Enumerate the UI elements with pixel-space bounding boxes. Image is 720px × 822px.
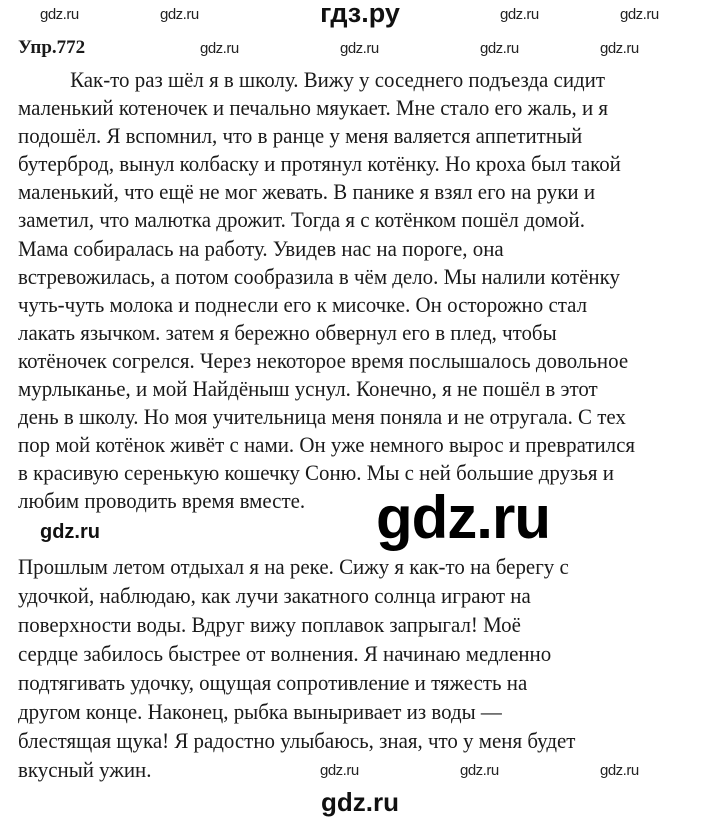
text-line: подтягивать удочку, ощущая сопротивление и тяжесть на [18,670,528,695]
text-line: лакать язычком. затем я бережно обвернул его в плед, чтобы [18,319,557,345]
text-line: чуть-чуть молока и поднесли его к мисочке. Он осторожно стал [18,291,588,317]
watermark: gdz.ru [600,40,639,57]
text-line: пор мой котёнок живёт с нами. Он уже немного вырос и превратился [18,432,636,458]
text-line: бутерброд, вынул колбаску и протянул котёнку. Но кроха был такой [18,151,621,177]
watermark: gdz.ru [200,40,239,57]
text-line: другом конце. Наконец, рыбка выныривает из воды — [18,699,502,724]
watermark-large: gdz.ru [376,484,550,551]
watermark: gdz.ru [480,40,519,57]
watermark: gdz.ru [160,6,199,23]
text-line: в красивую серенькую кошечку Соню. Мы с ней большие друзья и [18,460,614,486]
text-line: встревожилась, а потом сообразила в чём дело. Мы налили котёнку [18,263,620,289]
watermark: gdz.ru [600,762,639,779]
watermark: gdz.ru [500,6,539,23]
text-line: удочкой, наблюдаю, как лучи закатного солнца играют на [18,583,531,608]
text-line: сердце забилось быстрее от волнения. Я начинаю медленно [18,641,552,666]
watermark: gdz.ru [40,6,79,23]
watermark: gdz.ru [620,6,659,23]
text-line: вкусный ужин. [18,757,152,782]
watermark: gdz.ru [320,762,359,779]
paragraph-2 [18,552,575,784]
text-line: блестящая щука! Я радостно улыбаюсь, зная, что у меня будет [18,728,576,753]
watermark: gdz.ru [460,762,499,779]
text-line: любим проводить время вместе. [18,488,306,514]
exercise-number: Упр.772 [18,37,86,58]
text-line: котёночек согрелся. Через некоторое время послышалось довольное [18,347,629,373]
text-line: Мама собиралась на работу. Увидев нас на пороге, она [18,235,504,261]
text-line: Как-то раз шёл я в школу. Вижу у соседнего подъезда сидит [70,67,606,92]
paragraph-1 [18,66,635,516]
watermark: gdz.ru [340,40,379,57]
text-line: день в школу. Но моя учительница меня поняла и не отругала. С тех [18,404,626,430]
site-header: гдз.ру [320,0,400,28]
text-line: подошёл. Я вспомнил, что в ранце у меня валяется аппетитный [18,123,583,149]
text-line: маленький котеночек и печально мяукает. Мне стало его жаль, и я [18,95,609,121]
text-line: поверхности воды. Вдруг вижу поплавок запрыгал! Моё [18,612,521,637]
text-line: маленький, что ещё не мог жевать. В панике я взял его на руки и [18,179,596,205]
text-line: заметил, что малютка дрожит. Тогда я с котёнком пошёл домой. [18,207,585,233]
watermark-medium: gdz.ru [40,521,100,543]
text-line: Прошлым летом отдыхал я на реке. Сижу я как-то на берегу с [18,554,569,579]
text-line: мурлыканье, и мой Найдёныш уснул. Конечно, я не пошёл в этот [18,376,598,402]
footer-watermark: gdz.ru [321,787,399,817]
